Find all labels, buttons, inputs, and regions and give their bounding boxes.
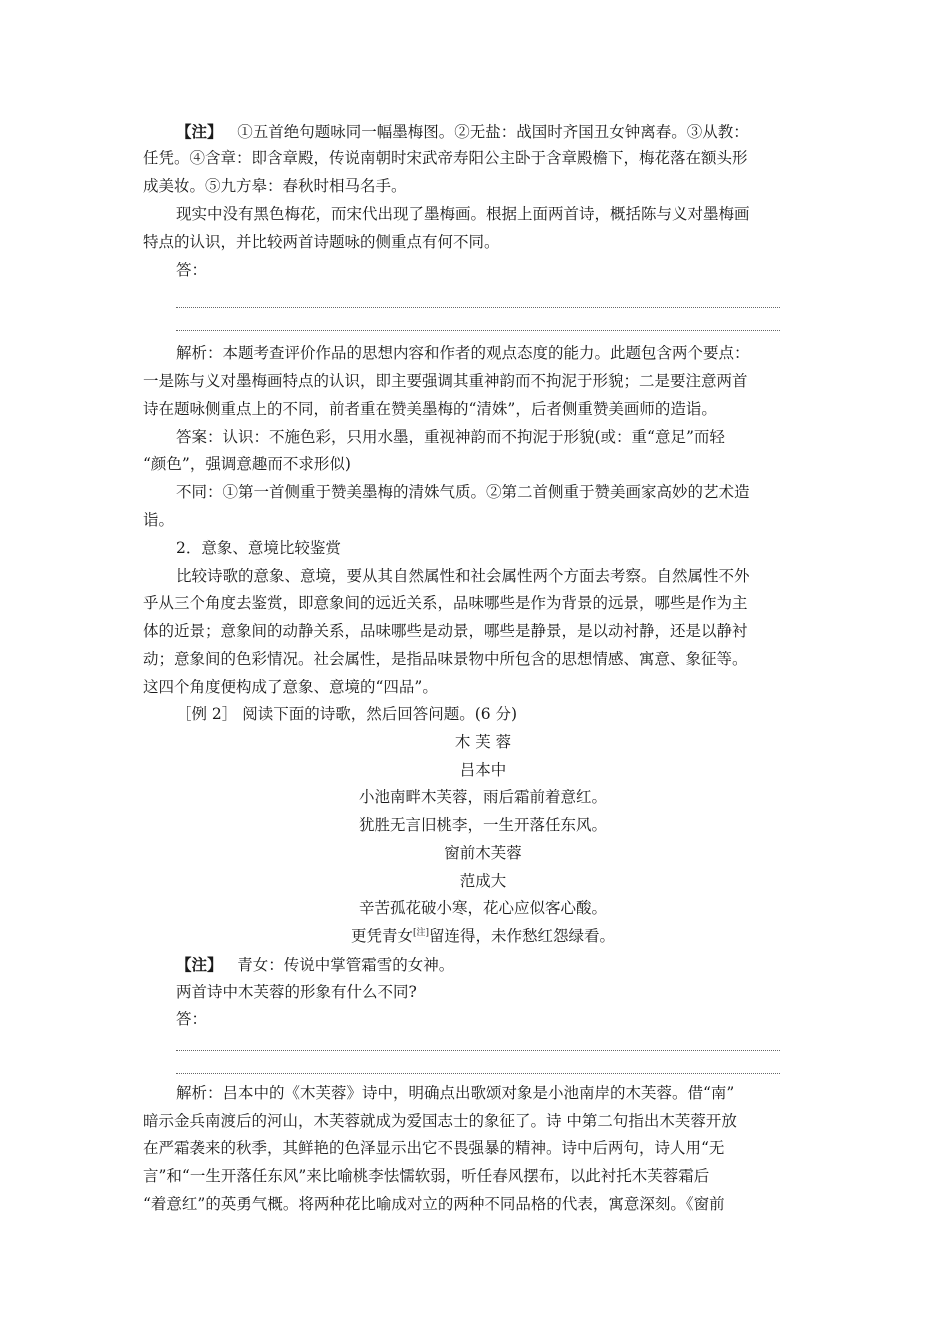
poem-1-line-1: 小池南畔木芙蓉，雨后霜前着意红。 [358, 788, 607, 806]
poem-2-title: 窗前木芙蓉 [444, 844, 522, 862]
example-2-note [176, 951, 823, 980]
analysis-2-line-4: 言”和“一生开落任东风”来比喻桃李怯懦软弱，听任春风摆布，以此衬托木芙蓉霜后 [143, 1167, 710, 1185]
example-2-question: 两首诗中木芙蓉的形象有什么不同? [176, 983, 417, 1001]
section-2-line-1: 比较诗歌的意象、意境，要从其自然属性和社会属性两个方面去考察。自然属性不外 [176, 567, 750, 585]
answer-1-line-3: 不同：①第一首侧重于赞美墨梅的清姝气质。②第二首侧重于赞美画家高妙的艺术造 [176, 483, 750, 501]
poem-2-line-1: 辛苦孤花破小寒，花心应似客心酸。 [358, 899, 607, 917]
analysis-2-line-3: 在严霜袭来的秋季，其鲜艳的色泽显示出它不畏强暴的精神。诗中后两句，诗人用“无 [143, 1139, 725, 1157]
section-2-line-3: 体的近景；意象间的动静关系，品味哪些是动景，哪些是静景，是以动衬静，还是以静衬 [143, 622, 748, 640]
example-2-intro: ［例 2］ 阅读下面的诗歌，然后回答问题。(6 分) [176, 705, 518, 723]
note-line-2: 任凭。④含章：即含章殿，传说南朝时宋武帝寿阳公主卧于含章殿檐下，梅花落在额头形 [143, 149, 748, 167]
note-line-3: 成美妆。⑤九方皋：春秋时相马名手。 [143, 177, 407, 195]
answer-label-1: 答： [176, 261, 208, 279]
section-2-line-4: 动；意象间的色彩情况。社会属性，是指品味景物中所包含的思想情感、寓意、象征等。 [143, 650, 748, 668]
note-text: ①五首绝句题咏同一幅墨梅图。②无盐：战国时齐国丑女钟离春。③从教： [237, 123, 749, 141]
answer-1-line-4: 诣。 [143, 511, 175, 529]
poem-2-line-2-part-a: 更凭青女 [350, 927, 413, 945]
analysis-1-line-2: 一是陈与义对墨梅画特点的认识，即主要强调其重神韵而不拘泥于形貌；二是要注意两首 [143, 372, 748, 390]
analysis-2-line-2: 暗示金兵南渡后的河山，木芙蓉就成为爱国志士的象征了。诗 中第二句指出木芙蓉开放 [143, 1112, 737, 1130]
note-text: 青女：传说中掌管霜雪的女神。 [237, 956, 455, 974]
poem-2-line-2 [143, 923, 823, 951]
analysis-1-line-3: 诗在题咏侧重点上的不同，前者重在赞美墨梅的“清姝”，后者侧重赞美画师的造诣。 [143, 400, 717, 418]
question-1-line-1: 现实中没有黑色梅花，而宋代出现了墨梅画。根据上面两首诗，概括陈与义对墨梅画 [176, 205, 750, 223]
note-label: 【注】 [176, 955, 223, 974]
note-line-1 [176, 118, 823, 147]
section-2-line-2: 乎从三个角度去鉴赏，即意象间的远近关系，品味哪些是作为背景的远景，哪些是作为主 [143, 594, 748, 612]
note-label: 【注】 [176, 122, 223, 141]
footnote-marker: [注] [412, 927, 430, 938]
poem-2-line-2-part-b: 留连得，未作愁红怨绿看。 [429, 927, 616, 945]
answer-label-2: 答： [176, 1010, 208, 1028]
poem-1-author: 吕本中 [459, 761, 507, 779]
analysis-2-line-5: “着意红”的英勇气概。将两种花比喻成对立的两种不同品格的代表，寓意深刻。《窗前 [143, 1195, 725, 1213]
answer-blank-line-1[interactable] [176, 307, 780, 308]
answer-1-line-2: “颜色”，强调意趣而不求形似) [143, 455, 351, 473]
section-2-line-5: 这四个角度便构成了意象、意境的“四品”。 [143, 678, 438, 696]
analysis-2-line-1: 解析：吕本中的《木芙蓉》诗中，明确点出歌颂对象是小池南岸的木芙蓉。借“南” [176, 1084, 735, 1102]
analysis-1-line-1: 解析：本题考查评价作品的思想内容和作者的观点态度的能力。此题包含两个要点： [176, 344, 750, 362]
section-2-heading: 2．意象、意境比较鉴赏 [176, 539, 341, 557]
answer-1-line-1: 答案：认识：不施色彩，只用水墨，重视神韵而不拘泥于形貌(或：重“意足”而轻 [176, 428, 725, 446]
answer-blank-line-2[interactable] [176, 330, 780, 331]
poem-2-author: 范成大 [459, 872, 507, 890]
answer-blank-line-3[interactable] [176, 1050, 780, 1051]
poem-1-line-2: 犹胜无言旧桃李，一生开落任东风。 [358, 816, 607, 834]
answer-blank-line-4[interactable] [176, 1073, 780, 1074]
question-1-line-2: 特点的认识，并比较两首诗题咏的侧重点有何不同。 [143, 233, 500, 251]
poem-1-title: 木 芙 蓉 [454, 733, 512, 751]
